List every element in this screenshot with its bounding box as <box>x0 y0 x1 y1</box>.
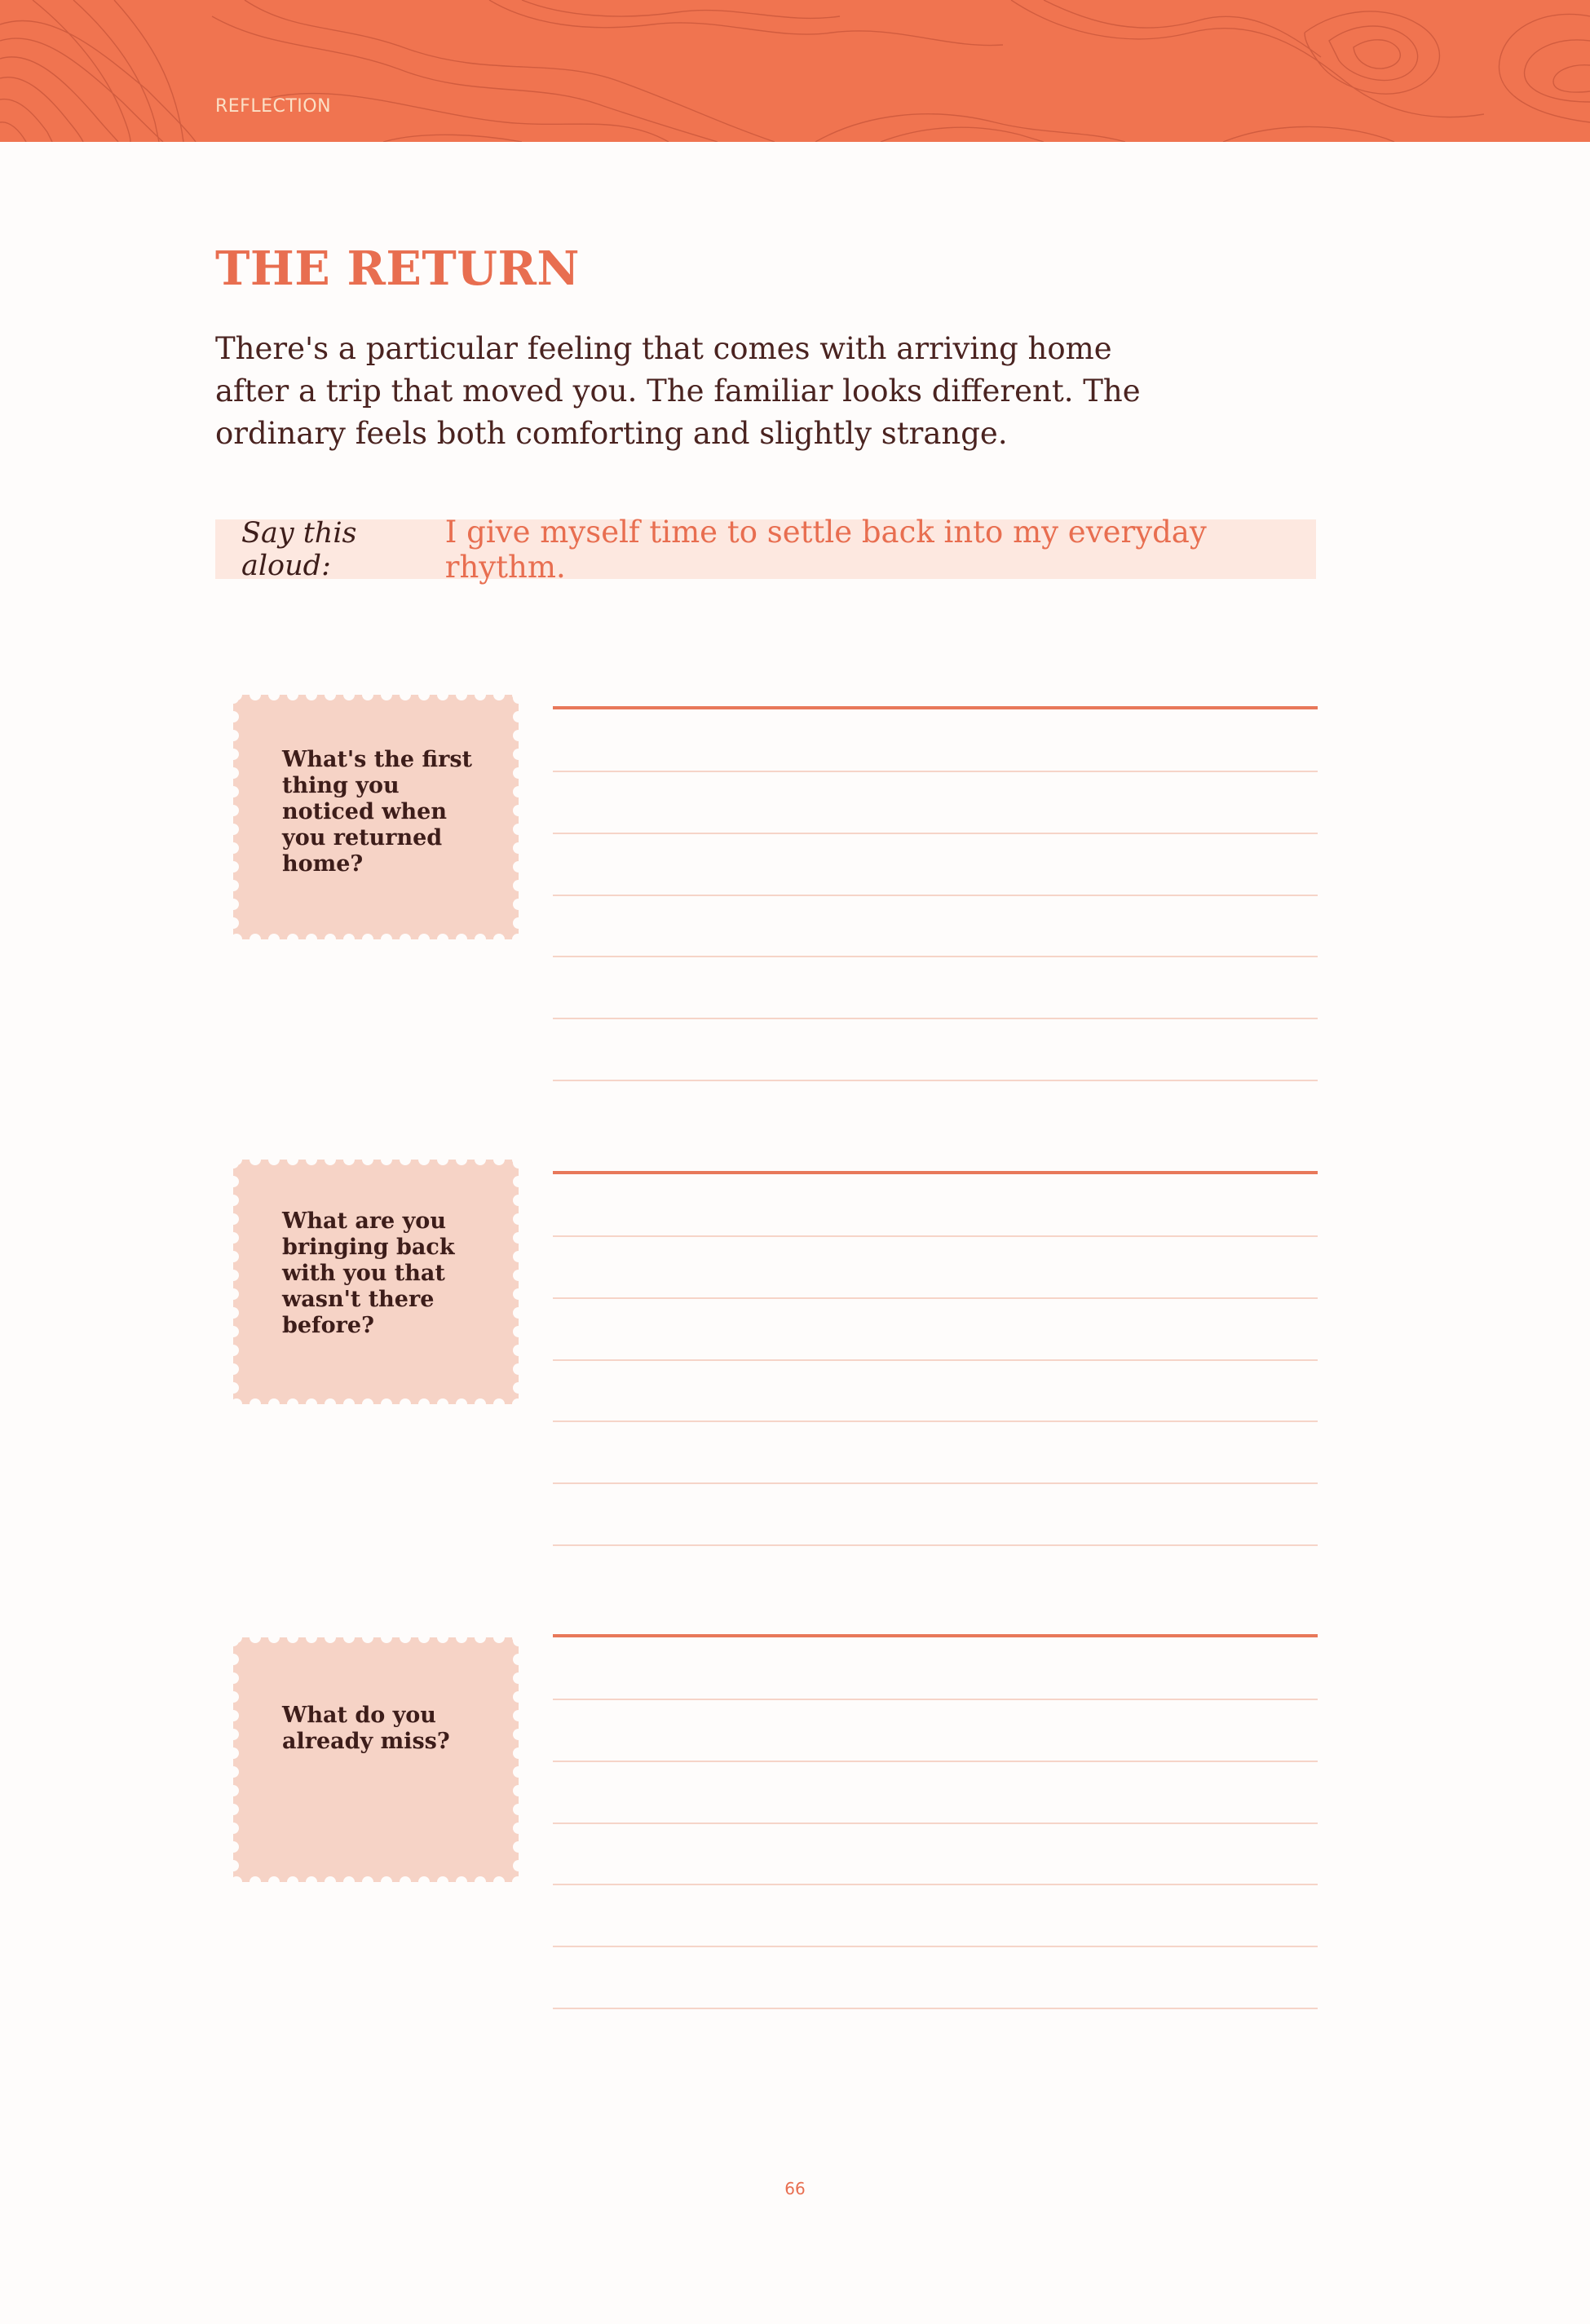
answer-line <box>553 1359 1318 1361</box>
answer-line <box>553 1482 1318 1484</box>
answer-line <box>553 1823 1318 1824</box>
prompt-question-2: What are you bringing back with you that wasn't there before? <box>282 1208 455 1338</box>
affirmation-label: Say this aloud: <box>241 516 357 582</box>
prompt-question-3: What do you already miss? <box>282 1703 450 1754</box>
answer-line <box>553 1080 1318 1081</box>
prompt-question-1: What's the first thing you noticed when you returned home? <box>282 747 472 877</box>
answer-line <box>553 1018 1318 1019</box>
page-number: 66 <box>784 2179 806 2198</box>
answer-line <box>553 1699 1318 1700</box>
answer-line <box>553 1761 1318 1762</box>
answer-line <box>553 895 1318 896</box>
affirmation-text: I give myself time to settle back into my everyday rhythm. <box>444 514 1207 585</box>
answer-line <box>553 1235 1318 1237</box>
answer-top-rule <box>553 1171 1318 1174</box>
intro-paragraph: There's a particular feeling that comes with arriving home after a trip that moved you. The familiar looks different. The ordinary feels both comforting and slightly strange. <box>215 331 1141 451</box>
header-band <box>0 0 1590 142</box>
prompt-stamp-1 <box>233 695 519 939</box>
answer-top-rule <box>553 706 1318 709</box>
section-label: REFLECTION <box>215 96 332 117</box>
answer-line <box>553 1544 1318 1546</box>
answer-line <box>553 771 1318 772</box>
answer-line <box>553 833 1318 834</box>
answer-line <box>553 1884 1318 1885</box>
affirmation-box <box>215 514 1316 585</box>
page-title: THE RETURN <box>215 241 580 296</box>
answer-line <box>553 1946 1318 1947</box>
prompt-stamp-2 <box>233 1160 519 1404</box>
answer-line <box>553 956 1318 957</box>
answer-line <box>553 1420 1318 1422</box>
answer-top-rule <box>553 1634 1318 1637</box>
prompt-stamp-3 <box>233 1637 519 1882</box>
answer-line <box>553 1297 1318 1299</box>
stamp-shape <box>233 1637 519 1882</box>
answer-line <box>553 2008 1318 2009</box>
topographic-contours <box>0 0 1590 142</box>
